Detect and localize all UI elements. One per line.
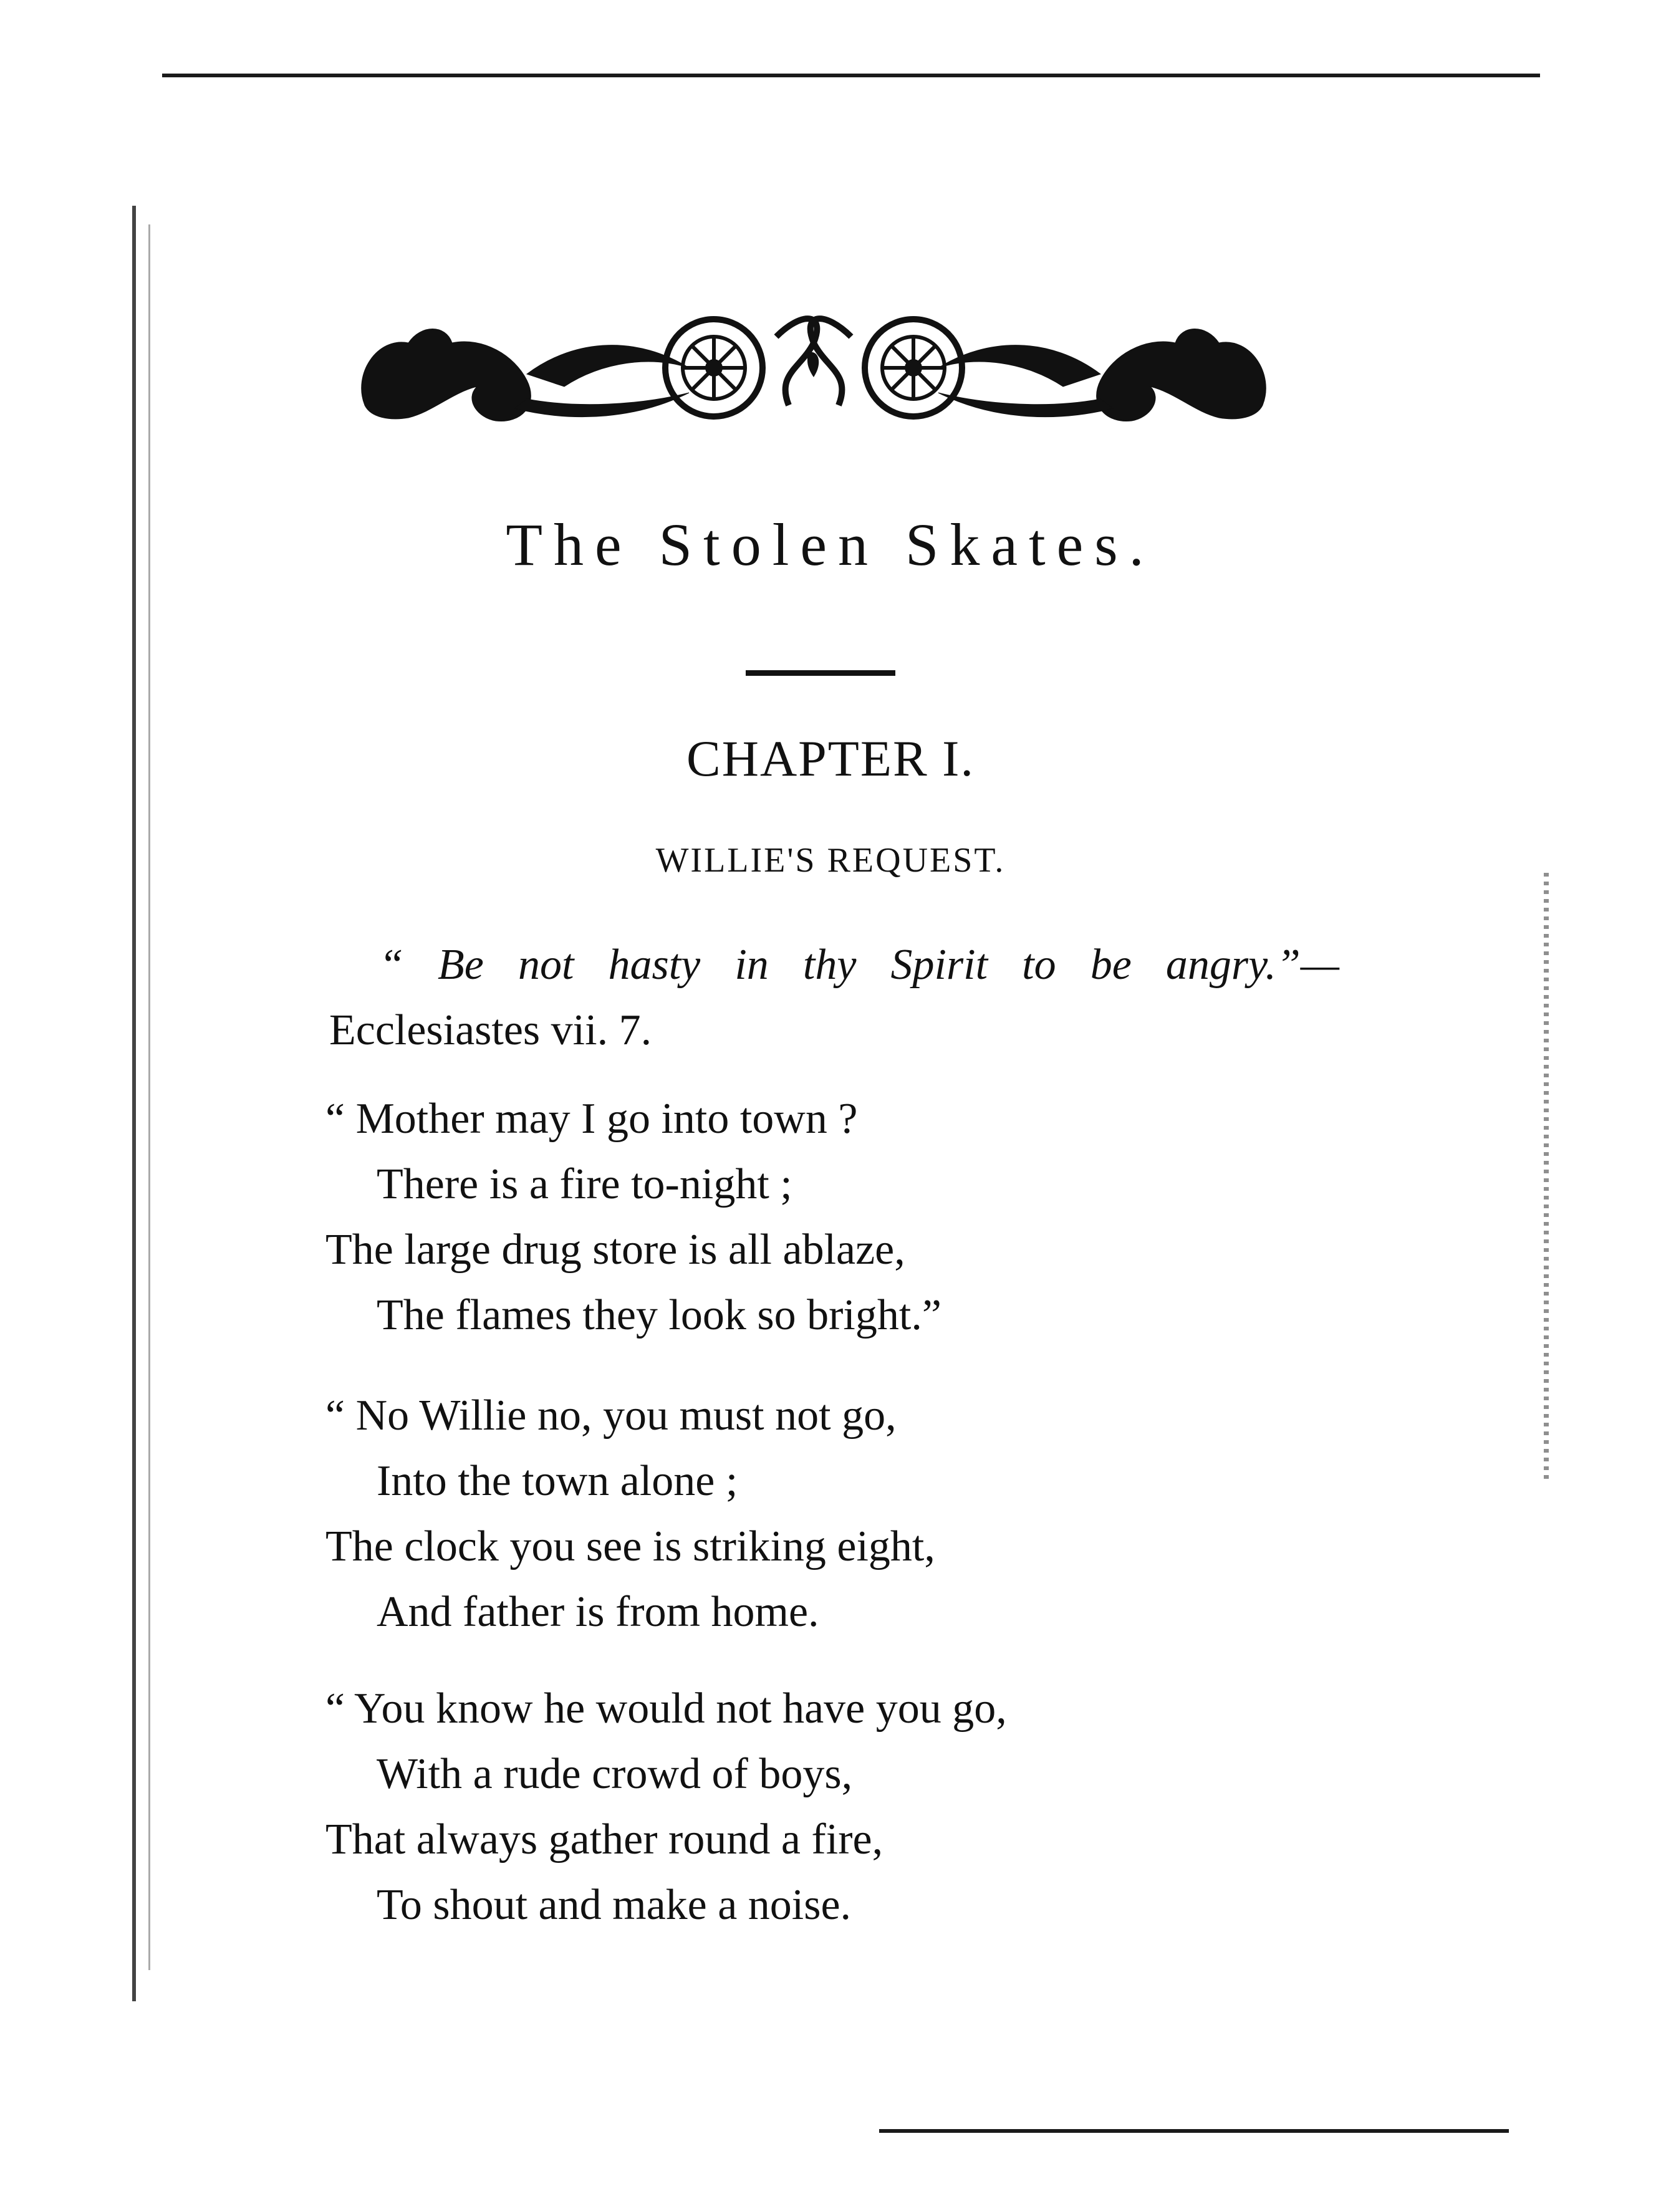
- poem-line: The large drug store is all ablaze,: [325, 1226, 905, 1274]
- page-edge-specks: [1544, 873, 1549, 1484]
- binding-edge: [132, 206, 136, 2001]
- poem-line: That always gather round a fire,: [325, 1815, 883, 1863]
- epigraph-source: Ecclesiastes vii. 7.: [329, 1006, 652, 1054]
- ornament-headpiece: [340, 299, 1288, 436]
- top-rule: [162, 74, 1540, 77]
- poem-line: There is a fire to-night ;: [377, 1160, 792, 1208]
- page-title: The Stolen Skates.: [506, 511, 1155, 578]
- poem-line: The flames they look so bright.”: [377, 1291, 941, 1339]
- poem-line: “ Mother may I go into town ?: [325, 1095, 858, 1143]
- poem-line: Into the town alone ;: [377, 1457, 738, 1505]
- poem-line: And father is from home.: [377, 1588, 819, 1636]
- poem-line: “ No Willie no, you must not go,: [325, 1392, 897, 1440]
- chapter-title: WILLIE'S REQUEST.: [655, 841, 1006, 880]
- stanza-3: [325, 1676, 1448, 1938]
- stanza-1: [325, 1086, 1448, 1348]
- stanza-2: [325, 1383, 1448, 1645]
- poem-line: To shout and make a noise.: [377, 1881, 852, 1929]
- epigraph: [329, 932, 1339, 1063]
- bottom-rule: [879, 2129, 1509, 2133]
- poem-line: “ You know he would not have you go,: [325, 1685, 1007, 1733]
- poem-line: The clock you see is striking eight,: [325, 1522, 935, 1570]
- poem-line: With a rude crowd of boys,: [377, 1750, 853, 1798]
- chapter-heading: CHAPTER I.: [686, 730, 975, 787]
- binding-edge-shadow: [148, 224, 150, 1970]
- title-divider: [746, 670, 895, 676]
- epigraph-quote: “ Be not hasty in thy Spirit to be angry.”—: [379, 941, 1339, 989]
